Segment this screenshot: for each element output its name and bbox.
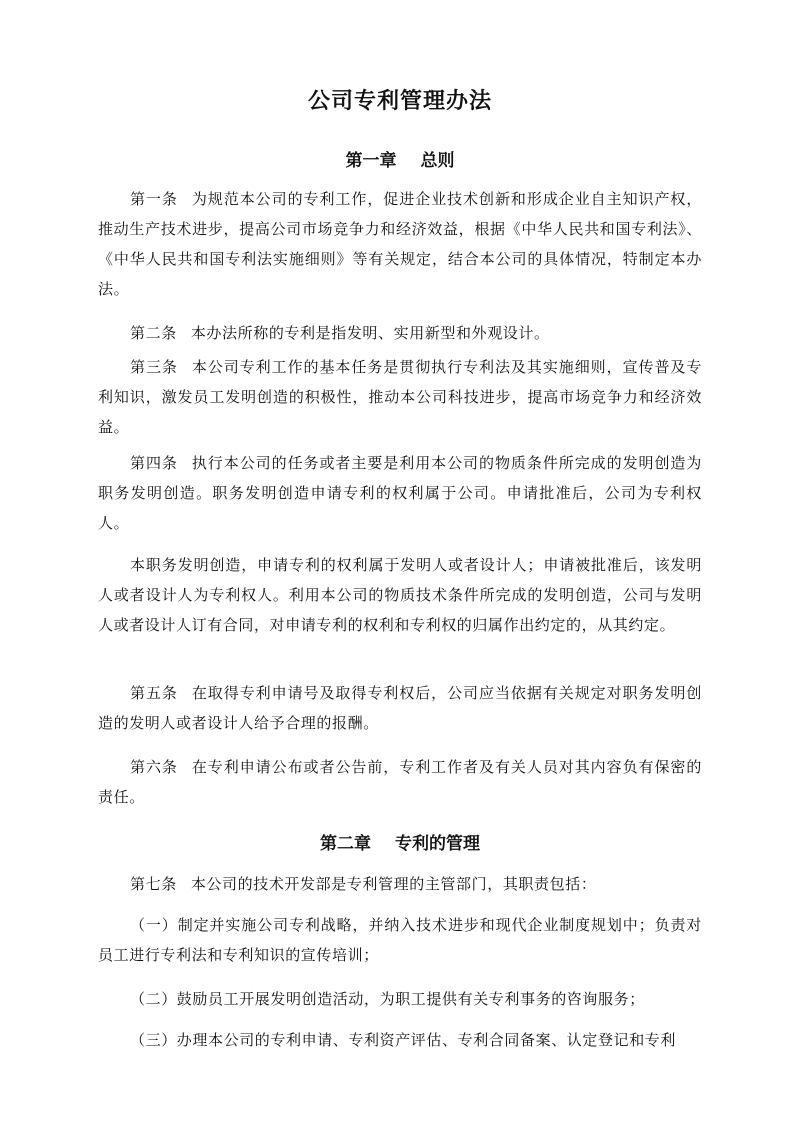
chapter-1-name: 总则 [420, 151, 455, 171]
article-7-text: 本公司的技术开发部是专利管理的主管部门，其职责包括： [190, 875, 597, 893]
article-3-label: 第三条 [130, 358, 178, 376]
duty-item-2: （二）鼓励员工开展发明创造活动，为职工提供有关专利事务的咨询服务； [130, 990, 645, 1008]
paragraph-nonservice: 本职务发明创造，申请专利的权利属于发明人或者设计人；申请被批准后，该发明人或者设计人为专利权人。利用本公司的物质技术条件所完成的发明创造，公司与发明人或者设计人订有合同，对申请专利的权利和专利权的归属作出约定的，从其约定。 [98, 556, 702, 634]
article-6-label: 第六条 [130, 758, 178, 776]
chapter-1-number: 第一章 [345, 151, 397, 171]
article-2-label: 第二条 [130, 324, 177, 342]
article-6-text: 在专利申请公布或者公告前，专利工作者及有关人员对其内容负有保密的责任。 [98, 758, 702, 806]
article-1-text: 为规范本公司的专利工作，促进企业技术创新和形成企业自主知识产权，推动生产技术进步，提高公司市场竞争力和经济效益，根据《中华人民共和国专利法》、《中华人民共和国专利法实施细则》等有关规定，结合本公司的具体情况，特制定本办法。 [98, 190, 702, 298]
article-1-label: 第一条 [130, 190, 178, 208]
article-7 [98, 869, 702, 899]
document-title: 公司专利管理办法 [307, 88, 492, 114]
article-3-text: 本公司专利工作的基本任务是贯彻执行专利法及其实施细则，宣传普及专利知识，激发员工发明创造的积极性，推动本公司科技进步，提高市场竞争力和经济效益。 [98, 358, 702, 436]
article-5-text: 在取得专利申请号及取得专利权后，公司应当依据有关规定对职务发明创造的发明人或者设计人给予合理的报酬。 [98, 684, 702, 732]
article-7-label: 第七条 [130, 875, 177, 893]
duty-item-3: （三）办理本公司的专利申请、专利资产评估、专利合同备案、认定登记和专利 [130, 1031, 677, 1049]
chapter-2-heading [0, 831, 800, 857]
duty-item-1: （一）制定并实施公司专利战略，并纳入技术进步和现代企业制度规划中；负责对员工进行专利法和专利知识的宣传培训； [98, 916, 702, 964]
article-4 [98, 448, 702, 538]
article-3 [98, 352, 702, 442]
article-2 [98, 318, 702, 348]
article-4-text: 执行本公司的任务或者主要是利用本公司的物质条件所完成的发明创造为职务发明创造。职务发明创造申请专利的权利属于公司。申请批准后，公司为专利权人。 [98, 454, 702, 532]
chapter-2-name: 专利的管理 [395, 834, 480, 854]
article-2-text: 本办法所称的专利是指发明、实用新型和外观设计。 [190, 324, 550, 342]
article-4-label: 第四条 [130, 454, 178, 472]
chapter-2-number: 第二章 [320, 834, 371, 854]
chapter-1-heading [0, 148, 800, 174]
article-5 [98, 678, 702, 738]
article-6 [98, 752, 702, 812]
article-5-label: 第五条 [130, 684, 178, 702]
article-1 [98, 184, 702, 304]
